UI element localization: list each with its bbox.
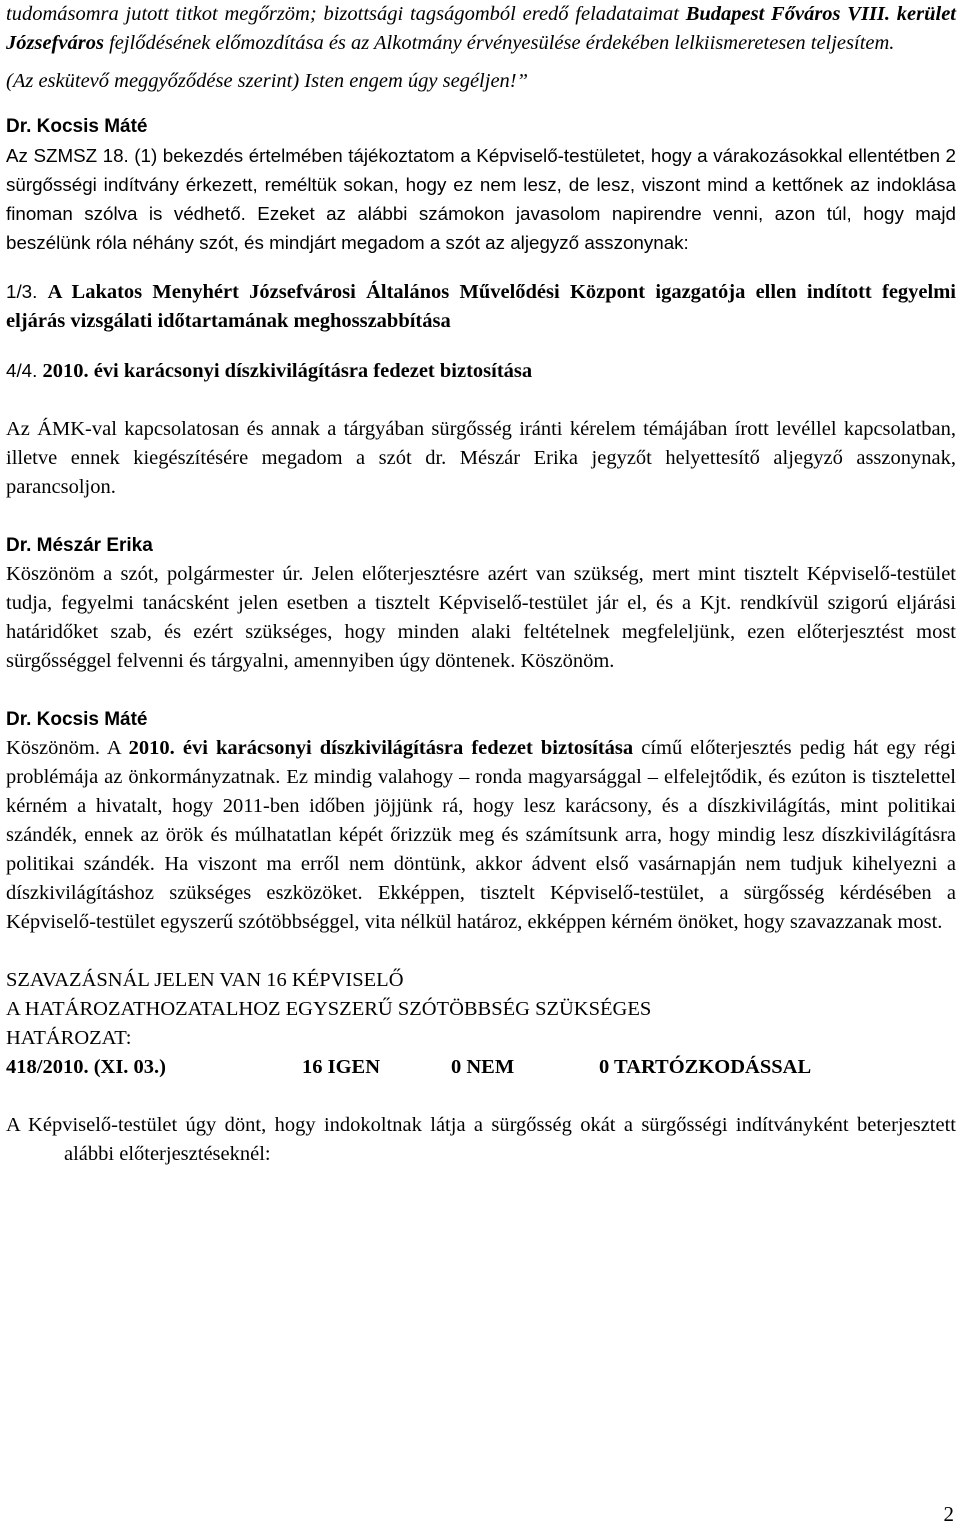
resolution-number: 418/2010. (XI. 03.) — [6, 1056, 167, 1078]
decision-paragraph: A Képviselő-testület úgy dönt, hogy indokoltnak látja a sürgősség okát a sürgősségi indítványként beterjesztett alábbi előterjesztéseknél: — [6, 1114, 956, 1165]
oath-text-bold: Budapest Főváros VIII. kerület Józsefváros — [6, 3, 957, 54]
speaker1-paragraph — [6, 141, 956, 257]
resolution-label: HATÁROZAT: — [6, 1027, 132, 1049]
resolution-result-row — [6, 1053, 956, 1082]
oath-closing-text: (Az eskütevő meggyőződése szerint) Isten engem úgy segéljen!” — [6, 70, 529, 92]
vote-majority-line: A HATÁROZATHOZATALHOZ EGYSZERŰ SZÓTÖBBSÉG SZÜKSÉGES — [6, 998, 652, 1020]
speaker-name-1: Dr. Kocsis Máté — [6, 116, 148, 137]
szmsz-reference: Az SZMSZ 18. — [6, 145, 129, 166]
document-page — [6, 0, 956, 1169]
oath-closing — [6, 67, 956, 96]
vote-yes-count: 16 IGEN — [302, 1056, 381, 1078]
oath-paragraph — [6, 0, 956, 58]
speaker3-paragraph — [6, 734, 956, 937]
speaker3-text-post: című előterjesztés pedig hát egy régi problémája az önkormányzatnak. Ez mindig valahogy – ronda magyarsággal – elfelejtődik, és ezúton is tisztelettel kérném a hivatalt, hogy 2011-ben időben jöjjünk rá, hogy lesz karácsony, és a díszkivilágítás, mint politikai szándék, ennek az örök és múlhatatlan képét őrizzük meg és számítsunk arra, hogy mindig lesz díszkivilágításra politikai szándék. Ha viszont ma erről nem döntünk, akkor ádvent első vasárnapján nem tudjuk kihelyezni a díszkivilágításhoz szükséges eszközöket. Ekképpen, tisztelt Képviselő-testület, a sürgősség kérdésében a Képviselő-testület egyszerű szótöbbséggel, vita nélkül határoz, ekképpen kérném önöket, hogy szavazzanak most. — [6, 737, 956, 933]
agenda-item-1-title: A Lakatos Menyhért Józsefvárosi Általános Művelődési Központ igazgatója ellen indított fegyelmi eljárás vizsgálati időtartamának meghosszabbítása — [6, 281, 956, 332]
speaker1-text-2: Ezeket az alábbi számokon javasolom napirendre venni, azon túl, hogy majd beszélünk róla néhány szót, és mindjárt megadom a szót az aljegyző asszonynak: — [6, 203, 956, 253]
agenda-item-2-title: 2010. évi karácsonyi díszkivilágításra fedezet biztosítása — [42, 360, 533, 382]
agenda-item-1 — [6, 277, 956, 336]
oath-text-italic: tudomásomra jutott titkot megőrzöm; bizottsági tagságomból eredő feladataimat — [6, 3, 686, 25]
agenda-item-2-number: 4/4. — [6, 360, 38, 381]
speaker1-paragraph-2: Az ÁMK-val kapcsolatosan és annak a tárgyában sürgősség iránti kérelem témájában írott levéllel kapcsolatban, illetve ennek kiegészítésére megadom a szót dr. Mészár Erika jegyzőt helyettesítő aljegyző asszonynak, parancsoljon. — [6, 418, 956, 498]
agenda-item-2 — [6, 356, 956, 386]
speaker3-text-bold: 2010. évi karácsonyi díszkivilágításra fedezet biztosítása — [128, 737, 634, 759]
page-number: 2 — [943, 1502, 954, 1526]
vote-no-count: 0 NEM — [451, 1056, 515, 1078]
speaker2-paragraph: Köszönöm a szót, polgármester úr. Jelen előterjesztésre azért van szükség, mert mint tisztelt Képviselő-testület tudja, fegyelmi tanácsként jelen esetben a tisztelt Képviselő-testület jár el, és a Kjt. rendkívül szigorú eljárási határidőket szab, és ezért szükséges, hogy minden alaki feltételnek megfeleljünk, ezen előterjesztést most sürgősséggel felvenni és tárgyalni, amennyiben úgy döntenek. Köszönöm. — [6, 563, 956, 672]
oath-text-rest: fejlődésének előmozdítása és az Alkotmány érvényesülése érdekében lelkiismeretesen teljesítem. — [103, 32, 895, 54]
speaker3-text-pre: Köszönöm. A — [6, 737, 129, 759]
vote-present-line: SZAVAZÁSNÁL JELEN VAN 16 KÉPVISELŐ — [6, 969, 404, 991]
agenda-item-1-number: 1/3. — [6, 281, 38, 302]
speaker-name-2: Dr. Mészár Erika — [6, 535, 153, 556]
vote-abstain-count: 0 TARTÓZKODÁSSAL — [599, 1056, 812, 1078]
speaker-name-3: Dr. Kocsis Máté — [6, 709, 148, 730]
speaker1-text: (1) bekezdés értelmében tájékoztatom a Képviselő-testületet, hogy a várakozásokkal ellentétben 2 sürgősségi indítvány érkezett, reméltük sokan, hogy ez nem lesz, de lesz, viszont mind a kettőnek az indoklása finoman szólva is védhető. — [6, 145, 956, 224]
